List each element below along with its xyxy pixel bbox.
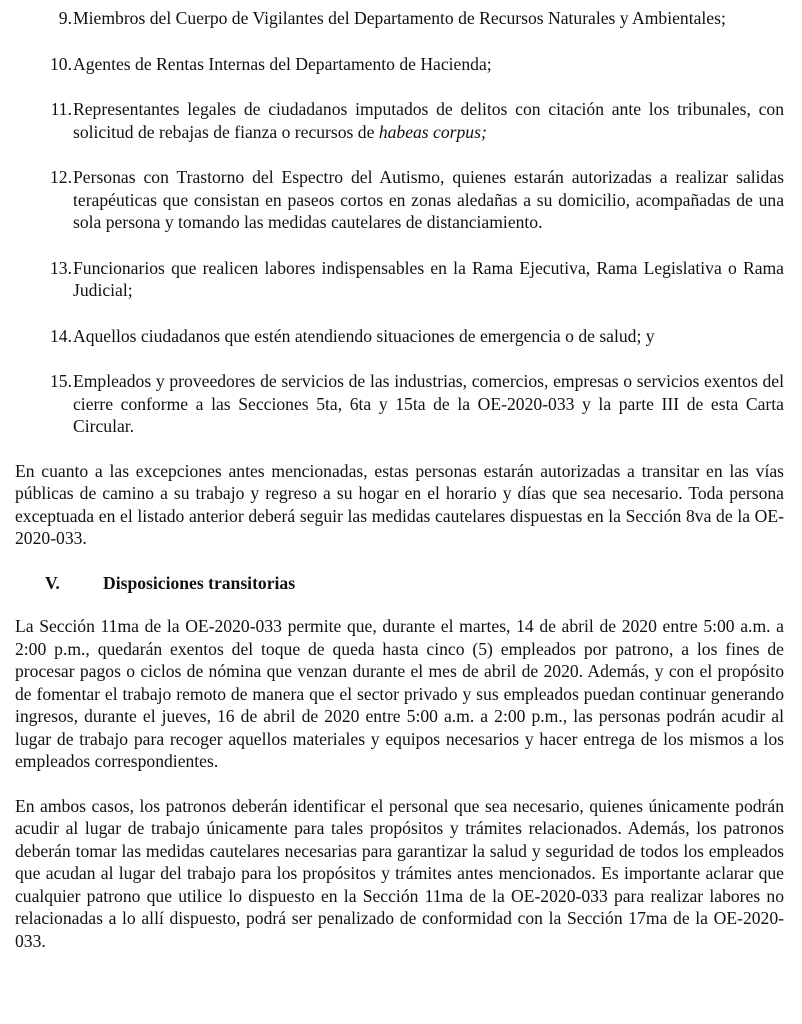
list-item-number: 14. xyxy=(50,325,72,346)
section-heading xyxy=(15,572,784,595)
paragraph-exceptions: En cuanto a las excepciones antes mencionadas, estas personas estarán autorizadas a transitar en las vías públicas de camino a su trabajo y regreso a su hogar en el horario y días que sea necesario. Toda persona exceptuada en el listado anterior deberá seguir las medidas cautelares dispuestas en la Sección 8va de la OE-2020-033. xyxy=(15,460,784,548)
list-item-text-main: Representantes legales de ciudadanos imputados de delitos con citación ante los tribunales, con solicitud de rebajas de fianza o recursos de xyxy=(73,99,784,142)
paragraph-transitory: La Sección 11ma de la OE-2020-033 permite que, durante el martes, 14 de abril de 2020 entre 5:00 a.m. a 2:00 p.m., quedarán exentos del toque de queda hasta cinco (5) empleados por patrono, a los fines de procesar pagos o ciclos de nómina que venzan durante el mes de abril de 2020. Además, y con el propósito de fomentar el trabajo remoto de manera que el sector privado y sus empleados puedan continuar generando ingresos, durante el jueves, 16 de abril de 2020 entre 5:00 a.m. a 2:00 p.m., las personas podrán acudir al lugar de trabajo para recoger aquellos materiales y equipos necesarios y hacer entrega de los mismos a los empleados correspondientes. xyxy=(15,616,784,771)
list-item-text: Miembros del Cuerpo de Vigilantes del Departamento de Recursos Naturales y Ambientales; xyxy=(73,8,726,28)
list-item-number: 11. xyxy=(50,99,72,119)
paragraph-both-cases: En ambos casos, los patronos deberán identificar el personal que sea necesario, quienes únicamente podrán acudir al lugar de trabajo únicamente para tales propósitos y trámites relacionados. Además, los patronos deberán tomar las medidas cautelares necesarias para garantizar la salud y seguridad de todos los empleados que acudan al lugar del trabajo para los propósitos y trámites antes mencionados. Es importante aclarar que cualquier patrono que utilice lo dispuesto en la Sección 11ma de la OE-2020-033 para realizar labores no relacionadas a lo allí dispuesto, podrá ser penalizado de conformidad con la Sección 17ma de la OE-2020-033. xyxy=(15,795,784,951)
list-item-number: 12. xyxy=(50,167,72,187)
list-item xyxy=(15,166,784,234)
list-item xyxy=(15,98,784,143)
list-item-text xyxy=(73,98,784,143)
list-item-text: Empleados y proveedores de servicios de las industrias, comercios, empresas o servicios exentos del cierre conforme a las Secciones 5ta, 6ta y 15ta de la OE-2020-033 y la parte III de esta Carta Circular. xyxy=(73,371,784,436)
list-item-number: 13. xyxy=(50,257,72,278)
list-item-text-italic: habeas corpus; xyxy=(378,121,487,142)
list-item xyxy=(15,53,784,76)
list-item xyxy=(15,325,784,348)
section-title: Disposiciones transitorias xyxy=(103,572,296,593)
list-item-text: Personas con Trastorno del Espectro del Autismo, quienes estarán autorizadas a realizar salidas terapéuticas que consistan en paseos cortos en zonas aledañas a su domicilio, acompañadas de una sola persona y tomando las medidas cautelares de distanciamiento. xyxy=(73,167,784,232)
list-item-text: Aquellos ciudadanos que estén atendiendo situaciones de emergencia o de salud; y xyxy=(73,325,655,346)
section-number: V. xyxy=(45,572,60,593)
list-item-number: 15. xyxy=(50,371,72,391)
list-item-number: 10. xyxy=(50,53,72,74)
list-item xyxy=(15,257,784,302)
list-item-text: Funcionarios que realicen labores indispensables en la Rama Ejecutiva, Rama Legislativa o Rama Judicial; xyxy=(73,257,784,300)
list-item xyxy=(15,370,784,438)
list-item-number: 9. xyxy=(58,8,72,28)
list-item-text: Agentes de Rentas Internas del Departamento de Hacienda; xyxy=(73,53,492,74)
list-item xyxy=(15,7,784,30)
